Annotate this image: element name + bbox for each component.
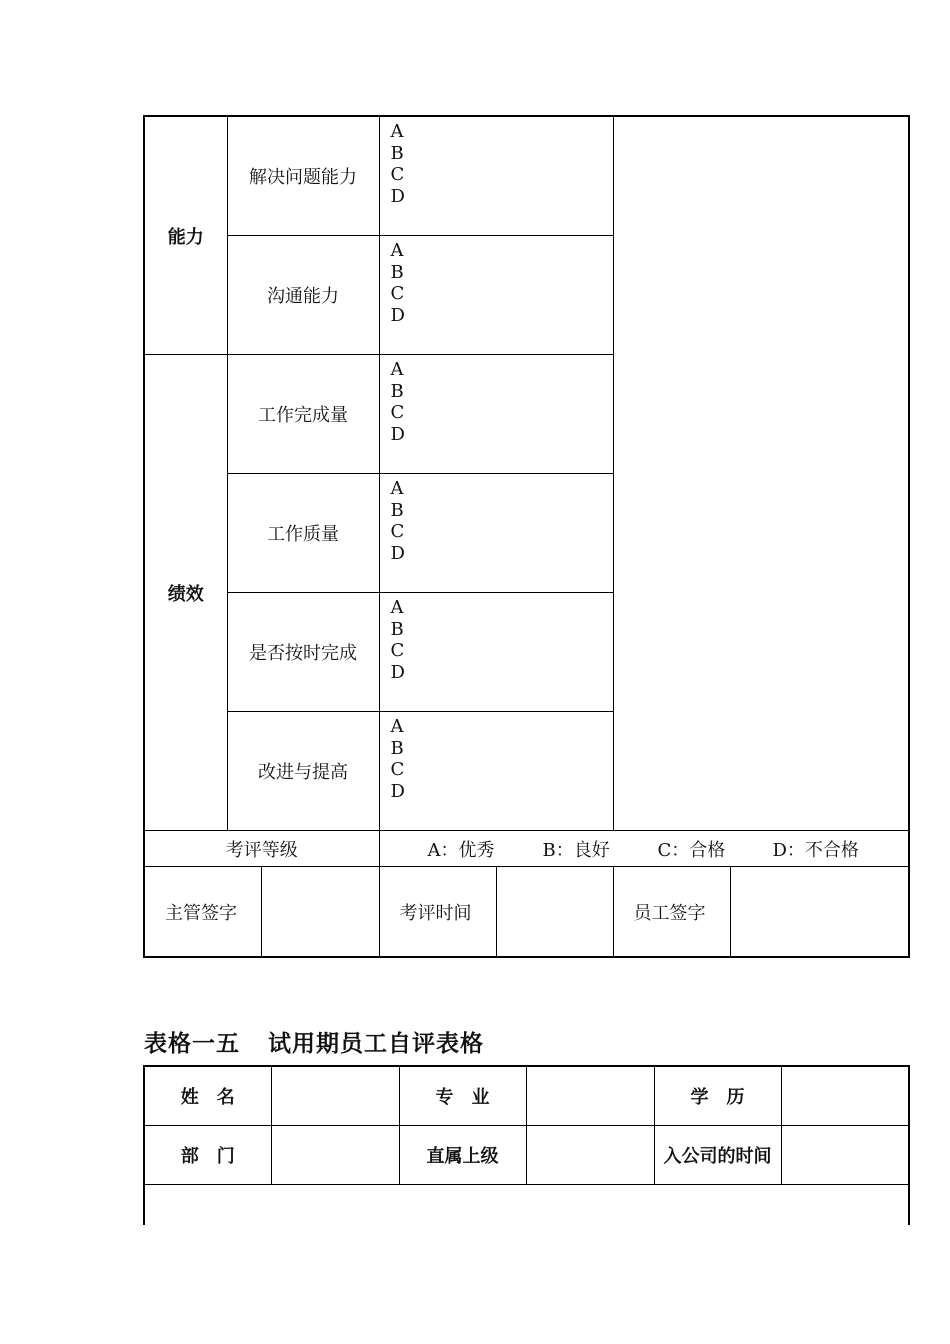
education-label: 学 历 <box>654 1066 781 1126</box>
option-c: C <box>390 640 405 661</box>
option-a: A <box>390 716 404 737</box>
options-on-time[interactable] <box>379 593 613 712</box>
evaluation-table <box>143 115 910 958</box>
supervisor-signature-field[interactable] <box>261 867 379 958</box>
supervisor-signature-label: 主管签字 <box>144 867 261 958</box>
eval-time-field[interactable] <box>496 867 613 958</box>
option-b: B <box>390 380 404 402</box>
option-d: D <box>390 185 405 207</box>
name-field[interactable] <box>271 1066 399 1126</box>
option-d: D <box>390 661 405 683</box>
major-label: 专 业 <box>399 1066 526 1126</box>
join-date-label: 入公司的时间 <box>654 1126 781 1185</box>
option-d: D <box>390 423 405 445</box>
option-b: B <box>390 618 404 640</box>
grade-label: 考评等级 <box>144 831 379 867</box>
grade-c: C：合格 <box>657 839 726 861</box>
grade-legend <box>379 831 909 867</box>
major-field[interactable] <box>526 1066 654 1126</box>
option-a: A <box>390 359 404 380</box>
option-d: D <box>390 304 405 326</box>
grade-d: D：不合格 <box>772 839 859 861</box>
department-field[interactable] <box>271 1126 399 1185</box>
education-field[interactable] <box>781 1066 909 1126</box>
item-communication: 沟通能力 <box>227 236 379 355</box>
option-d: D <box>390 542 405 564</box>
category-ability: 能力 <box>144 116 227 355</box>
options-work-quality[interactable] <box>379 474 613 593</box>
options-problem-solving[interactable] <box>379 116 613 236</box>
comments-area[interactable] <box>613 116 909 831</box>
eval-time-label: 考评时间 <box>379 867 496 958</box>
option-b: B <box>390 142 404 164</box>
option-c: C <box>390 521 405 542</box>
options-communication[interactable] <box>379 236 613 355</box>
item-work-quantity: 工作完成量 <box>227 355 379 474</box>
option-b: B <box>390 499 404 521</box>
option-a: A <box>390 478 404 499</box>
option-c: C <box>390 402 405 423</box>
options-improvement[interactable] <box>379 712 613 831</box>
name-label: 姓 名 <box>144 1066 271 1126</box>
option-a: A <box>390 121 404 142</box>
category-performance: 绩效 <box>144 355 227 831</box>
section-heading <box>144 1025 484 1058</box>
item-improvement: 改进与提高 <box>227 712 379 831</box>
section-number: 表格一五 <box>144 1031 240 1057</box>
item-on-time: 是否按时完成 <box>227 593 379 712</box>
option-c: C <box>390 759 405 780</box>
direct-supervisor-label: 直属上级 <box>399 1126 526 1185</box>
option-b: B <box>390 737 404 759</box>
option-c: C <box>390 164 405 185</box>
join-date-field[interactable] <box>781 1126 909 1185</box>
options-work-quantity[interactable] <box>379 355 613 474</box>
blank-row[interactable] <box>144 1185 909 1226</box>
option-c: C <box>390 283 405 304</box>
item-work-quality: 工作质量 <box>227 474 379 593</box>
self-eval-table <box>143 1065 910 1225</box>
item-problem-solving: 解决问题能力 <box>227 116 379 236</box>
direct-supervisor-field[interactable] <box>526 1126 654 1185</box>
option-a: A <box>390 240 404 261</box>
option-d: D <box>390 780 405 802</box>
grade-a: A：优秀 <box>427 839 495 861</box>
employee-signature-field[interactable] <box>730 867 909 958</box>
option-a: A <box>390 597 404 618</box>
section-title: 试用期员工自评表格 <box>268 1031 484 1057</box>
department-label: 部 门 <box>144 1126 271 1185</box>
grade-b: B：良好 <box>542 839 610 861</box>
option-b: B <box>390 261 404 283</box>
employee-signature-label: 员工签字 <box>613 867 730 958</box>
